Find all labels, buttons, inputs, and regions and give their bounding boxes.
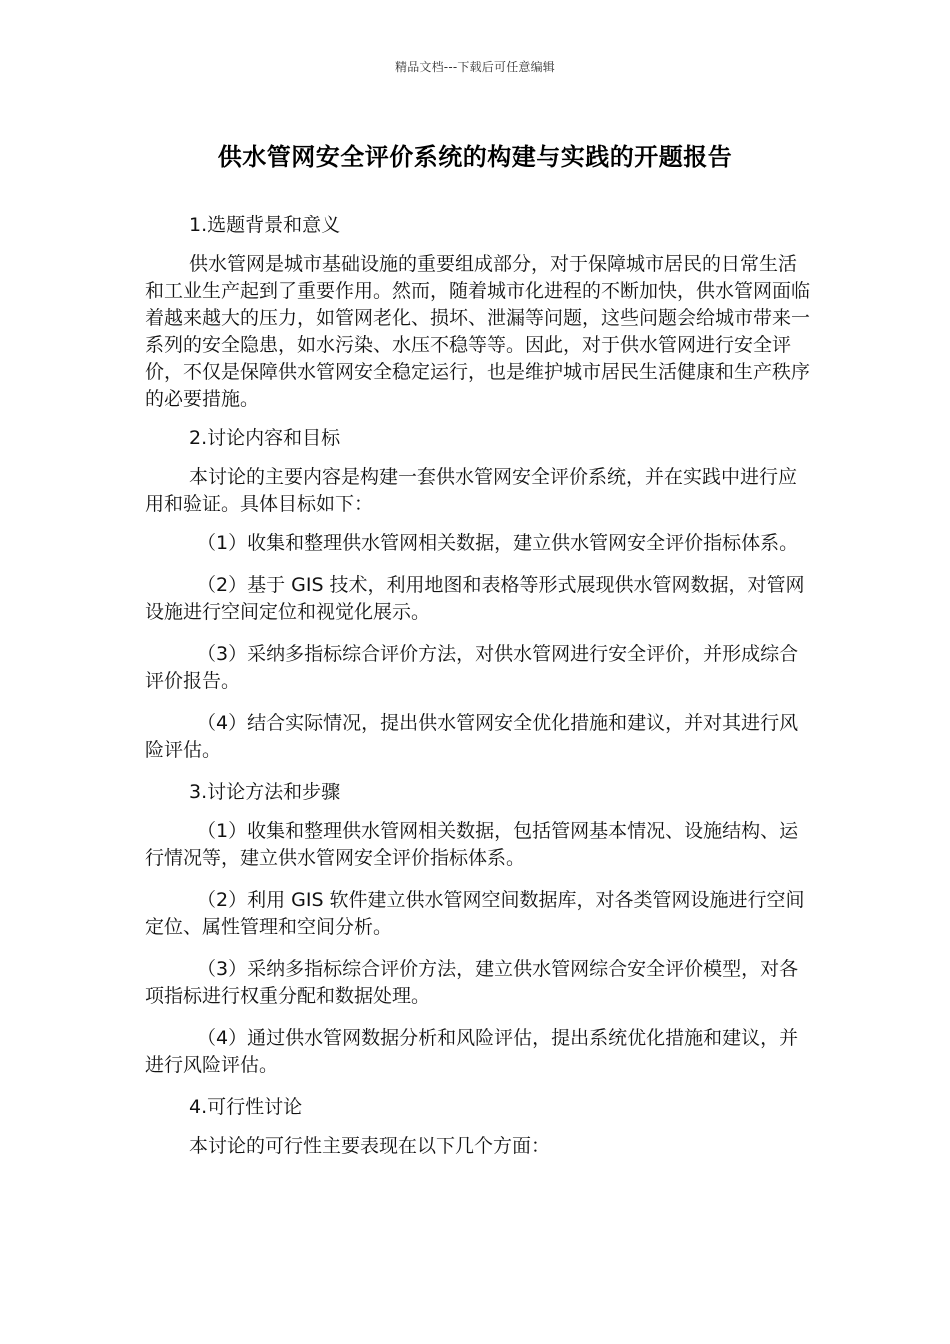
document-body [145,212,813,1172]
section-paragraph: 供水管网是城市基础设施的重要组成部分，对于保障城市居民的日常生活和工业生产起到了重要作用。然而，随着城市化进程的不断加快，供水管网面临着越来越大的压力，如管网老化、损坏、泄漏等问题，这些问题会给城市带来一系列的安全隐患，如水污染、水压不稳等等。因此，对于供水管网进行安全评价，不仅是保障供水管网安全稳定运行，也是维护城市居民生活健康和生产秩序的必要措施。 [145,253,811,410]
section-paragraph: 本讨论的可行性主要表现在以下几个方面： [189,1135,551,1157]
list-item: （3）采纳多指标综合评价方法，对供水管网进行安全评价，并形成综合评价报告。 [145,643,799,692]
section-heading: 3.讨论方法和步骤 [189,781,341,803]
section-heading: 1.选题背景和意义 [189,214,341,236]
list-item: （1）收集和整理供水管网相关数据，建立供水管网安全评价指标体系。 [197,532,799,554]
list-item: （2）基于 GIS 技术，利用地图和表格等形式展现供水管网数据，对管网设施进行空间定位和视觉化展示。 [145,574,805,623]
section-heading: 4.可行性讨论 [189,1096,303,1118]
list-item: （4）结合实际情况，提出供水管网安全优化措施和建议，并对其进行风险评估。 [145,712,799,761]
list-item: （2）利用 GIS 软件建立供水管网空间数据库，对各类管网设施进行空间定位、属性管理和空间分析。 [145,889,805,938]
section-heading: 2.讨论内容和目标 [189,427,341,449]
list-item: （1）收集和整理供水管网相关数据，包括管网基本情况、设施结构、运行情况等，建立供水管网安全评价指标体系。 [145,820,799,869]
section-paragraph: 本讨论的主要内容是构建一套供水管网安全评价系统，并在实践中进行应用和验证。具体目标如下： [145,466,798,515]
header-watermark: 精品文档---下载后可任意编辑 [395,60,555,74]
list-item: （4）通过供水管网数据分析和风险评估，提出系统优化措施和建议，并进行风险评估。 [145,1027,799,1076]
document-title: 供水管网安全评价系统的构建与实践的开题报告 [217,143,733,171]
list-item: （3）采纳多指标综合评价方法，建立供水管网综合安全评价模型，对各项指标进行权重分配和数据处理。 [145,958,799,1007]
